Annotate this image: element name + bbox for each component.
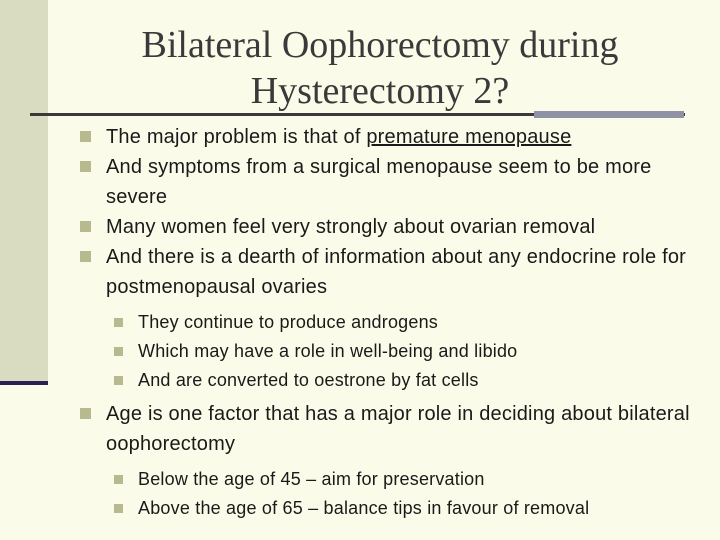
bullet-item xyxy=(80,122,700,152)
sub-bullet-list xyxy=(106,308,700,395)
bullet-item xyxy=(80,399,700,523)
sub-bullet-square-icon xyxy=(114,475,123,484)
sub-bullet-text: And are converted to oestrone by fat cells xyxy=(138,370,479,390)
sub-bullet-text: Above the age of 65 – balance tips in favour of removal xyxy=(138,498,590,518)
bullet-square-icon xyxy=(80,161,91,172)
sub-bullet-item xyxy=(106,308,700,337)
sub-bullet-square-icon xyxy=(114,318,123,327)
sub-bullet-list xyxy=(106,465,700,523)
bullet-list xyxy=(80,122,700,527)
sub-bullet-item xyxy=(106,494,700,523)
sub-bullet-text: Which may have a role in well-being and libido xyxy=(138,341,518,361)
bullet-square-icon xyxy=(80,251,91,262)
bullet-text: Many women feel very strongly about ovarian removal xyxy=(106,216,596,238)
bullet-text: And there is a dearth of information about any endocrine role for postmenopausal ovaries xyxy=(106,246,687,298)
bullet-square-icon xyxy=(80,221,91,232)
bullet-text: Age is one factor that has a major role in deciding about bilateral oophorectomy xyxy=(106,403,690,455)
sub-bullet-text: Below the age of 45 – aim for preservation xyxy=(138,469,485,489)
sub-bullet-item xyxy=(106,366,700,395)
sub-bullet-text: They continue to produce androgens xyxy=(138,312,439,332)
bullet-item xyxy=(80,152,700,212)
sub-bullet-item xyxy=(106,337,700,366)
title-line-2: Hysterectomy 2? xyxy=(250,70,510,112)
sub-bullet-item xyxy=(106,465,700,494)
bullet-item xyxy=(80,212,700,242)
bullet-item xyxy=(80,242,700,395)
sub-bullet-square-icon xyxy=(114,347,123,356)
title-line-1: Bilateral Oophorectomy during xyxy=(141,24,619,66)
sub-bullet-square-icon xyxy=(114,504,123,513)
bullet-text: The major problem is that of xyxy=(106,126,367,148)
bullet-underlined-text: premature menopause xyxy=(366,126,572,148)
sub-bullet-square-icon xyxy=(114,376,123,385)
bullet-square-icon xyxy=(80,408,91,419)
left-decorative-band xyxy=(0,0,48,383)
slide-title xyxy=(60,22,700,114)
bullet-text: And symptoms from a surgical menopause seem to be more severe xyxy=(106,156,652,208)
title-divider-accent xyxy=(534,111,684,118)
left-band-rule xyxy=(0,381,48,385)
bullet-square-icon xyxy=(80,131,91,142)
